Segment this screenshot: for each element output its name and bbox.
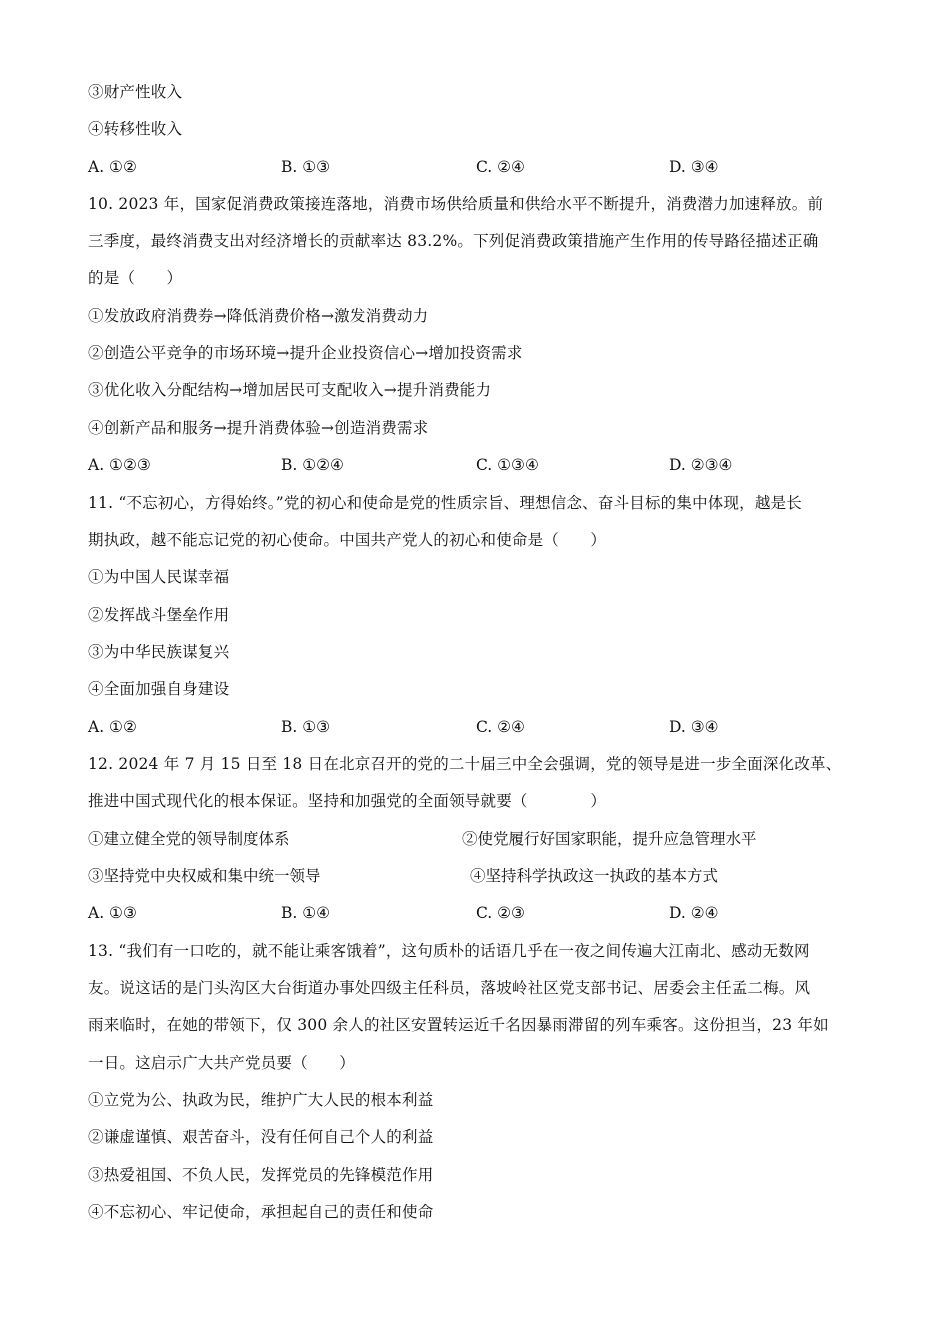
q10-item-2: ②创造公平竞争的市场环境→提升企业投资信心→增加投资需求 <box>88 344 523 362</box>
q13-stem-line-1: 13. “我们有一口吃的，就不能让乘客饿着”，这句质朴的话语几乎在一夜之间传遍大江南北、感动无数网 <box>88 942 810 960</box>
q10-stem-line-3: 的是（ ） <box>88 269 183 287</box>
q13-stem-line-2: 友。说这话的是门头沟区大台街道办事处四级主任科员，落坡岭社区党支部书记、居委会主任孟二梅。风 <box>88 979 811 997</box>
q9-option-d[interactable]: D. ③④ <box>669 158 719 176</box>
q11-item-1: ①为中国人民谋幸福 <box>88 568 230 586</box>
q11-item-2: ②发挥战斗堡垒作用 <box>88 606 230 624</box>
q10-item-4: ④创新产品和服务→提升消费体验→创造消费需求 <box>88 419 429 437</box>
q11-item-3: ③为中华民族谋复兴 <box>88 643 230 661</box>
q10-item-1: ①发放政府消费券→降低消费价格→激发消费动力 <box>88 307 429 325</box>
q9-item-3: ③财产性收入 <box>88 83 183 101</box>
q10-stem-line-2: 三季度，最终消费支出对经济增长的贡献率达 83.2%。下列促消费政策措施产生作用的传导路径描述正确 <box>88 232 819 250</box>
q9-item-4: ④转移性收入 <box>88 120 183 138</box>
q12-option-c[interactable]: C. ②③ <box>476 904 525 922</box>
q11-stem-line-2: 期执政，越不能忘记党的初心使命。中国共产党人的初心和使命是（ ） <box>88 531 607 549</box>
q12-option-d[interactable]: D. ②④ <box>669 904 719 922</box>
q12-item-2: ②使党履行好国家职能，提升应急管理水平 <box>462 830 757 848</box>
q12-option-a[interactable]: A. ①③ <box>88 904 137 922</box>
q10-option-b[interactable]: B. ①②④ <box>281 456 344 474</box>
q11-item-4: ④全面加强自身建设 <box>88 680 230 698</box>
q13-stem-line-4: 一日。这启示广大共产党员要（ ） <box>88 1054 355 1072</box>
q11-option-c[interactable]: C. ②④ <box>476 718 525 736</box>
q11-option-a[interactable]: A. ①② <box>88 718 137 736</box>
q13-item-3: ③热爱祖国、不负人民，发挥党员的先锋模范作用 <box>88 1166 434 1184</box>
q10-stem-line-1: 10. 2023 年，国家促消费政策接连落地，消费市场供给质量和供给水平不断提升，消费潜力加速释放。前 <box>88 195 824 213</box>
q10-item-3: ③优化收入分配结构→增加居民可支配收入→提升消费能力 <box>88 381 492 399</box>
q11-option-b[interactable]: B. ①③ <box>281 718 331 736</box>
q13-item-4: ④不忘初心、牢记使命，承担起自己的责任和使命 <box>88 1203 434 1221</box>
q12-stem-line-1: 12. 2024 年 7 月 15 日至 18 日在北京召开的党的二十届三中全会强调，党的领导是进一步全面深化改革、 <box>88 755 842 773</box>
q9-option-b[interactable]: B. ①③ <box>281 158 331 176</box>
q12-option-b[interactable]: B. ①④ <box>281 904 331 922</box>
q13-stem-line-3: 雨来临时，在她的带领下，仅 300 余人的社区安置转运近千名因暴雨滞留的列车乘客。这份担当，23 年如 <box>88 1016 829 1034</box>
q12-item-4: ④坚持科学执政这一执政的基本方式 <box>470 867 719 885</box>
q9-option-a[interactable]: A. ①② <box>88 158 137 176</box>
q10-option-a[interactable]: A. ①②③ <box>88 456 151 474</box>
q13-item-1: ①立党为公、执政为民，维护广大人民的根本利益 <box>88 1091 434 1109</box>
q11-option-d[interactable]: D. ③④ <box>669 718 719 736</box>
q9-option-c[interactable]: C. ②④ <box>476 158 525 176</box>
q12-item-1: ①建立健全党的领导制度体系 <box>88 830 290 848</box>
q10-option-c[interactable]: C. ①③④ <box>476 456 539 474</box>
q11-stem-line-1: 11. “不忘初心，方得始终。”党的初心和使命是党的性质宗旨、理想信念、奋斗目标的集中体现，越是长 <box>88 494 802 512</box>
q10-option-d[interactable]: D. ②③④ <box>669 456 733 474</box>
q12-item-3: ③坚持党中央权威和集中统一领导 <box>88 867 321 885</box>
q12-stem-line-2: 推进中国式现代化的根本保证。坚持和加强党的全面领导就要（ ） <box>88 792 607 810</box>
q13-item-2: ②谦虚谨慎、艰苦奋斗，没有任何自己个人的利益 <box>88 1128 434 1146</box>
